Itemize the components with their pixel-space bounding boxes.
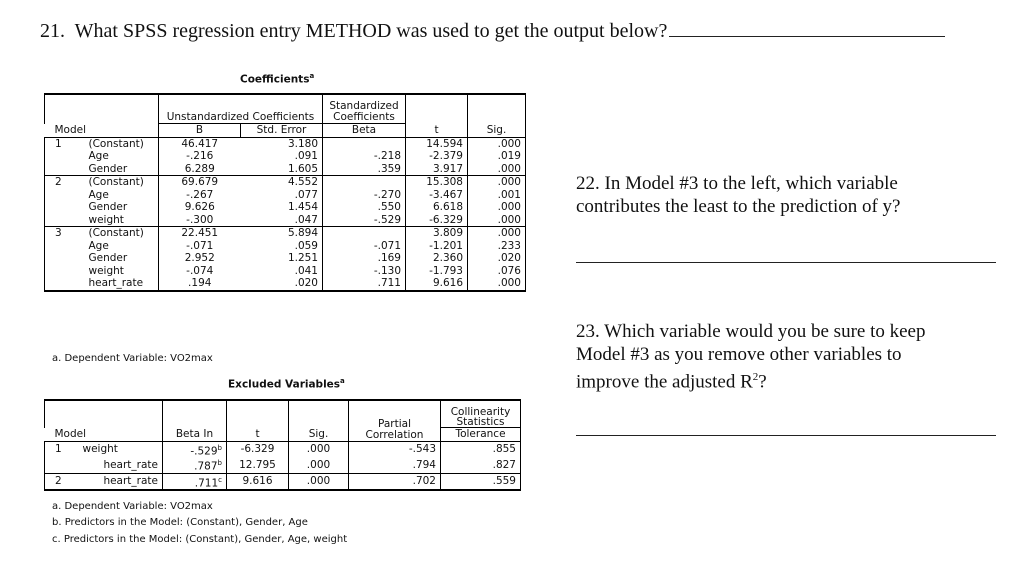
question-22: 22. In Model #3 to the left, which variable contributes the least to the prediction of y? (576, 173, 901, 217)
table-row: Age -.071 .059 -.071 -1.201 .233 (45, 240, 526, 253)
header-std-error: Std. Error (241, 124, 323, 138)
header-beta-in: Beta In (163, 428, 227, 442)
coefficients-table (44, 93, 526, 292)
question-21-text: What SPSS regression entry METHOD was used to get the output below? (74, 20, 668, 42)
table-row: 2 (Constant) 69.679 4.552 15.308 .000 (45, 176, 526, 189)
header-tolerance: Tolerance (441, 428, 521, 442)
question-21-number: 21. (40, 20, 65, 42)
header-collinearity: Collinearity Statistics (441, 400, 521, 428)
excluded-footnote-c: c. Predictors in the Model: (Constant), Gender, Age, weight (52, 534, 348, 545)
coefficients-footnote: a. Dependent Variable: VO2max (52, 353, 213, 364)
table-row: Gender 9.626 1.454 .550 6.618 .000 (45, 201, 526, 214)
header-unstandardized: Unstandardized Coefficients (159, 94, 323, 124)
excluded-variables-table (44, 399, 521, 491)
header-b: B (159, 124, 241, 138)
question-21 (40, 18, 945, 43)
table-row: weight -.300 .047 -.529 -6.329 .000 (45, 214, 526, 227)
answer-blank-23[interactable] (576, 435, 996, 436)
header-t: t (227, 428, 289, 442)
table-row: 1 weight -.529$^b$ -6.329 .000 -.543 .855 (45, 441, 521, 457)
header-t: t (406, 124, 468, 138)
question-23: 23. Which variable would you be sure to keep Model #3 as you remove other variables to improve the adjusted $R^2$? (576, 321, 926, 393)
answer-blank-21[interactable] (669, 18, 945, 37)
header-beta: Beta (323, 124, 406, 138)
table-row: Age -.216 .091 -.218 -2.379 .019 (45, 150, 526, 163)
header-model: Model (45, 428, 163, 442)
table-row: Gender 2.952 1.251 .169 2.360 .020 (45, 252, 526, 265)
table-row: heart_rate .787$^b$ 12.795 .000 .794 .827 (45, 457, 521, 473)
header-partial-correlation: Partial Correlation (349, 400, 441, 441)
coefficients-title: Coefficients$^a$ (240, 72, 315, 86)
answer-blank-22[interactable] (576, 262, 996, 263)
header-sig: Sig. (468, 124, 526, 138)
table-row: 1 (Constant) 46.417 3.180 14.594 .000 (45, 137, 526, 150)
table-row: Gender 6.289 1.605 .359 3.917 .000 (45, 163, 526, 176)
excluded-title: Excluded Variables$^a$ (228, 377, 345, 391)
header-standardized: Standardized Coefficients (323, 94, 406, 124)
table-row: Age -.267 .077 -.270 -3.467 .001 (45, 189, 526, 202)
header-model: Model (45, 124, 159, 138)
table-row: heart_rate .194 .020 .711 9.616 .000 (45, 277, 526, 291)
table-row: 3 (Constant) 22.451 5.894 3.809 .000 (45, 227, 526, 240)
excluded-footnote-a: a. Dependent Variable: VO2max (52, 501, 213, 512)
header-sig: Sig. (289, 428, 349, 442)
table-row: 2 heart_rate .711$^c$ 9.616 .000 .702 .559 (45, 473, 521, 490)
excluded-footnote-b: b. Predictors in the Model: (Constant), Gender, Age (52, 517, 308, 528)
table-row: weight -.074 .041 -.130 -1.793 .076 (45, 265, 526, 278)
